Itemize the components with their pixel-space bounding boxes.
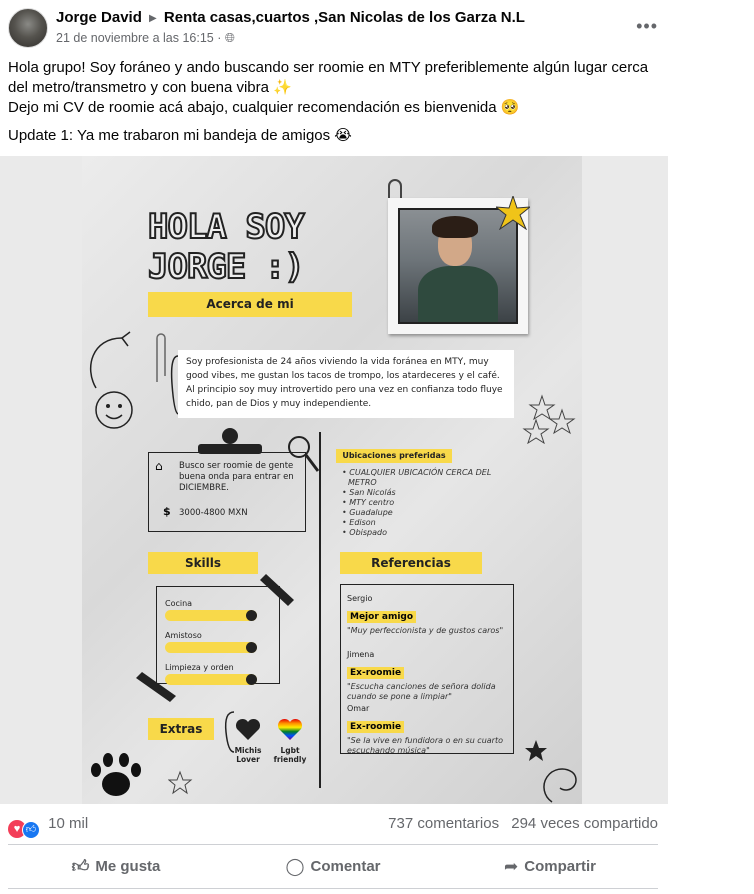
reference-item — [347, 649, 507, 702]
reference-role: Ex-roomie — [347, 667, 404, 679]
reference-name: Sergio — [347, 594, 373, 603]
share-label: Compartir — [524, 858, 596, 875]
location-item: • CUALQUIER UBICACIÓN CERCA DEL METRO — [342, 468, 492, 487]
location-item: • MTY centro — [342, 498, 395, 507]
locations-list — [342, 468, 522, 538]
post-header — [8, 8, 658, 50]
reference-role: Ex-roomie — [347, 721, 404, 733]
reference-quote: "Muy perfeccionista y de gustos caros" — [347, 626, 504, 635]
budget: 3000-4800 MXN — [179, 508, 248, 518]
shares-count[interactable]: 294 veces compartido — [511, 815, 658, 832]
reactions-summary[interactable] — [8, 815, 88, 839]
cat-heart-icon — [234, 718, 262, 742]
looking-box — [148, 452, 306, 532]
like-button[interactable] — [8, 849, 224, 885]
skill-bar — [165, 642, 257, 653]
post-timestamp[interactable]: 21 de noviembre a las 16:15 — [56, 31, 214, 45]
skills-label: Skills — [148, 552, 258, 574]
references-label: Referencias — [340, 552, 482, 574]
post-update: Update 1: Ya me trabaron mi bandeja de amigos 😭 — [8, 127, 352, 144]
post-stats — [8, 815, 658, 837]
skill-name: Limpieza y orden — [165, 663, 234, 672]
locations-label: Ubicaciones preferidas — [336, 449, 452, 463]
avatar[interactable] — [8, 8, 48, 48]
author-name[interactable]: Jorge David — [56, 9, 142, 26]
extra-label: Michis Lover — [234, 746, 262, 764]
share-button[interactable] — [442, 849, 658, 885]
roomie-cv-image — [82, 156, 582, 804]
like-label: Me gusta — [95, 858, 161, 875]
stars-doodle-icon — [522, 392, 582, 444]
reference-quote: "Escucha canciones de señora dolida cuando se pone a limpiar" — [347, 682, 496, 701]
more-options-icon[interactable]: ••• — [636, 16, 658, 36]
comment-button[interactable] — [225, 849, 441, 885]
cv-title-line2: JORGE :) — [148, 247, 304, 287]
post-image[interactable] — [0, 156, 668, 804]
comments-count[interactable]: 737 comentarios — [388, 815, 500, 832]
reference-role: Mejor amigo — [347, 611, 416, 623]
post-text-line: del metro/transmetro y con buena vibra ✨ — [8, 79, 292, 96]
love-reaction-icon: ♥ — [8, 820, 26, 838]
spiral-doodle-icon — [522, 732, 582, 804]
reference-item — [347, 703, 507, 756]
engagement-counts — [388, 815, 658, 832]
house-icon: ⌂ — [155, 459, 163, 473]
skill-name: Cocina — [165, 599, 193, 608]
dot-separator: · — [217, 31, 225, 45]
divider — [8, 844, 658, 845]
location-item: • Guadalupe — [342, 508, 393, 517]
looking-text: Busco ser roomie de gente buena onda para entrar en DICIEMBRE. — [179, 461, 294, 493]
extras-label: Extras — [148, 718, 214, 740]
skill-bar — [165, 674, 257, 685]
divider — [8, 888, 658, 889]
share-icon: ➦ — [504, 857, 519, 876]
reference-quote: "Se la vive en fundidora o en su cuarto escuchando música" — [347, 736, 503, 755]
references-box — [340, 584, 514, 754]
caret-right-icon: ▶ — [149, 13, 157, 24]
extra-label: Lgbt friendly — [273, 746, 307, 764]
like-reaction-icon: 👍︎ — [22, 821, 40, 839]
location-item: • San Nicolás — [342, 488, 396, 497]
dollar-icon: $ — [163, 505, 171, 518]
thumbs-up-icon: 👍︎ — [71, 857, 90, 876]
post-author-line — [56, 9, 525, 26]
divider-line — [319, 432, 321, 788]
about-text: Soy profesionista de 24 años viviendo la vida foránea en MTY, muy good vibes, me gustan los tacos de trompo, los atardeceres y el café. Al principio soy muy introvertido pero una vez en confianza todo fluye chido, pan de Dios y muy independiente. — [186, 357, 503, 409]
post-text — [8, 58, 658, 146]
comment-label: Comentar — [310, 858, 381, 875]
reference-name: Jimena — [347, 650, 375, 659]
about-label: Acerca de mi — [148, 292, 352, 317]
reactions-count: 10 mil — [48, 815, 89, 832]
stars-doodle-icon — [168, 770, 208, 804]
post-meta — [56, 31, 235, 46]
comment-icon: ◯ — [285, 857, 305, 876]
paperclip-icon — [154, 332, 168, 384]
post-actions — [8, 849, 658, 885]
location-item: • Edison — [342, 518, 376, 527]
smiley-doodle-icon — [82, 328, 162, 438]
star-burst-icon — [496, 196, 530, 230]
about-box — [178, 350, 514, 418]
skill-bar — [165, 610, 257, 621]
cv-title-line1: HOLA SOY — [148, 207, 304, 247]
post-text-line: Dejo mi CV de roomie acá abajo, cualquier recomendación es bienvenida 🥺 — [8, 99, 520, 116]
location-item: • Obispado — [342, 528, 387, 537]
skill-name: Amistoso — [165, 631, 202, 640]
post-text-line: Hola grupo! Soy foráneo y ando buscando ser roomie en MTY preferiblemente algún lugar cerca — [8, 59, 649, 76]
globe-icon: 🌐︎ — [224, 31, 235, 45]
reference-name: Omar — [347, 704, 370, 713]
reference-item — [347, 593, 507, 636]
paw-icon — [82, 736, 152, 804]
group-name[interactable]: Renta casas,cuartos ,San Nicolas de los Garza N.L — [163, 9, 525, 26]
pride-heart-icon — [276, 718, 304, 742]
tape-icon — [134, 670, 178, 704]
